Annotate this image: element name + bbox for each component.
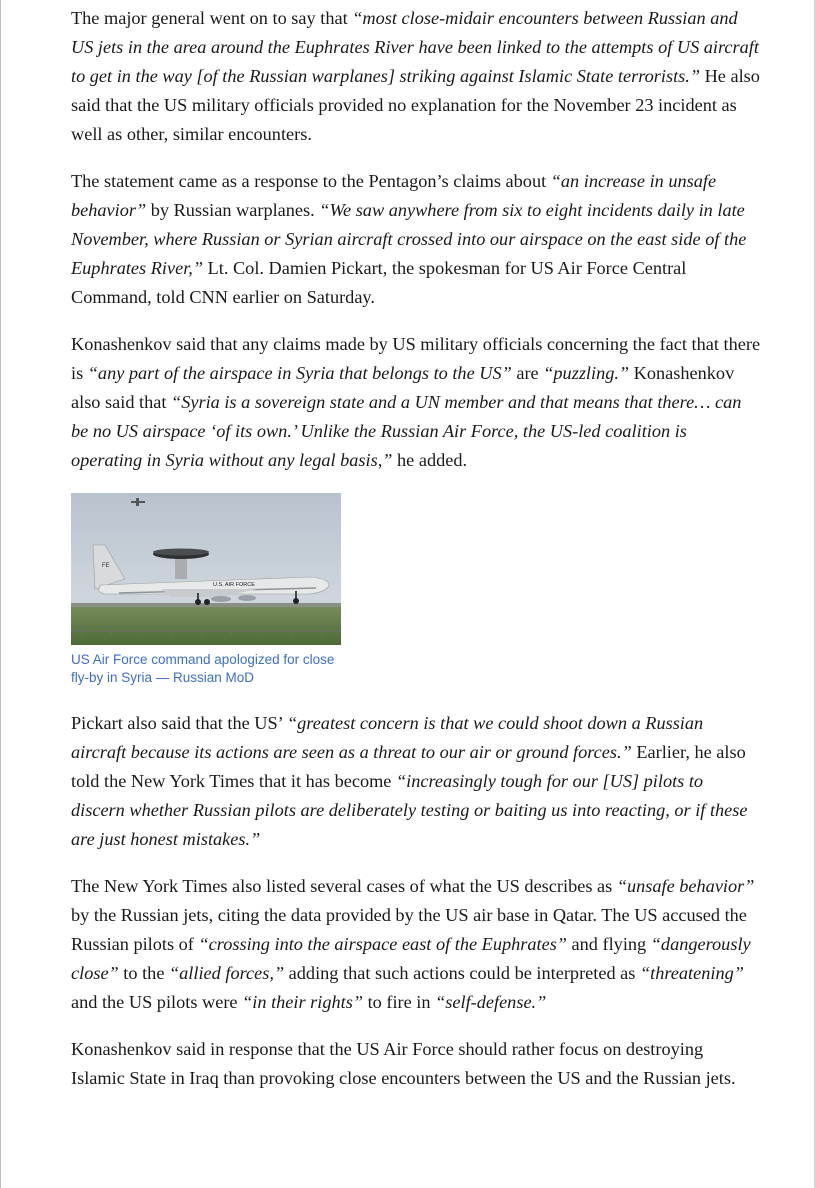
article-paragraph [71, 1035, 761, 1093]
body-text: The New York Times also listed several cases of what the US describes as [71, 876, 617, 896]
article-paragraph [71, 330, 761, 475]
quote-text: “We saw anywhere from six to eight incidents daily in late November, where Russian or Syrian aircraft crossed into our airspace on the east side of the Euphrates River,” [71, 200, 747, 278]
body-text: are [511, 363, 544, 383]
quote-text: “increasingly tough for our [US] pilots to discern whether Russian pilots are deliberately testing or baiting us into reacting, or if these are just honest mistakes.” [71, 771, 748, 849]
related-article-caption[interactable]: US Air Force command apologized for close fly-by in Syria — Russian MoD [71, 652, 335, 685]
quote-text: “any part of the airspace in Syria that belongs to the US” [87, 363, 512, 383]
body-text: Lt. Col. Damien Pickart, the spokesman for US Air Force Central Command, told CNN earlier on Saturday. [71, 258, 687, 307]
body-text: to the [118, 963, 169, 983]
quote-text: “an increase in unsafe behavior” [71, 171, 717, 220]
paragraph-group-before [71, 4, 761, 475]
body-text: Konashenkov said that any claims made by US military officials concerning the fact that there is [71, 334, 761, 383]
body-text: Konashenkov also said that [71, 363, 735, 412]
quote-text: “dangerously close” [71, 934, 751, 983]
page-left-border [0, 0, 1, 1188]
article-paragraph [71, 4, 761, 149]
quote-text: “puzzling.” [543, 363, 630, 383]
quote-text: “allied forces,” [169, 963, 285, 983]
body-text: He also said that the US military officials provided no explanation for the November 23 incident as well as other, similar encounters. [71, 66, 760, 144]
quote-text: “most close-midair encounters between Russian and US jets in the area around the Euphrates River have been linked to the attempts of US aircraft to get in the way [of the Russian warplanes] striking against Islamic State terrorists.” [71, 8, 759, 86]
body-text: Konashenkov said in response that the US Air Force should rather focus on destroying Islamic State in Iraq than provoking close encounters between the US and the Russian jets. [71, 1039, 736, 1088]
svg-text:FE: FE [102, 563, 110, 569]
body-text: The major general went on to say that [71, 8, 353, 28]
body-text: and the US pilots were [71, 992, 243, 1012]
body-text: and flying [566, 934, 651, 954]
article-paragraph [71, 167, 761, 312]
related-article-link[interactable] [71, 493, 341, 687]
body-text: by Russian warplanes. [146, 200, 320, 220]
body-text: Pickart also said that the US’ [71, 713, 287, 733]
body-text: The statement came as a response to the Pentagon’s claims about [71, 171, 551, 191]
article-body [71, 4, 761, 1111]
quote-text: “crossing into the airspace east of the Euphrates” [198, 934, 567, 954]
svg-text:U.S. AIR FORCE: U.S. AIR FORCE [213, 582, 255, 588]
body-text: Earlier, he also told the New York Times that it has become [71, 742, 746, 791]
paragraph-group-after [71, 709, 761, 1093]
quote-text: “Syria is a sovereign state and a UN member and that means that there… can be no US airspace ‘of its own.’ Unlike the Russian Air Force, the US-led coalition is operating in Syria without any legal basis,” [71, 392, 742, 470]
quote-text: “threatening” [639, 963, 744, 983]
body-text: by the Russian jets, citing the data provided by the US air base in Qatar. The US accused the Russian pilots of [71, 905, 747, 954]
quote-text: “greatest concern is that we could shoot down a Russian aircraft because its actions are seen as a threat to our air or ground forces.” [71, 713, 704, 762]
body-text: he added. [392, 450, 468, 470]
body-text: to fire in [363, 992, 436, 1012]
awacs-aircraft-photo[interactable] [71, 493, 341, 645]
article-paragraph [71, 709, 761, 854]
quote-text: “self-defense.” [435, 992, 547, 1012]
body-text: adding that such actions could be interpreted as [284, 963, 640, 983]
quote-text: “unsafe behavior” [616, 876, 755, 896]
quote-text: “in their rights” [242, 992, 363, 1012]
article-paragraph [71, 872, 761, 1017]
